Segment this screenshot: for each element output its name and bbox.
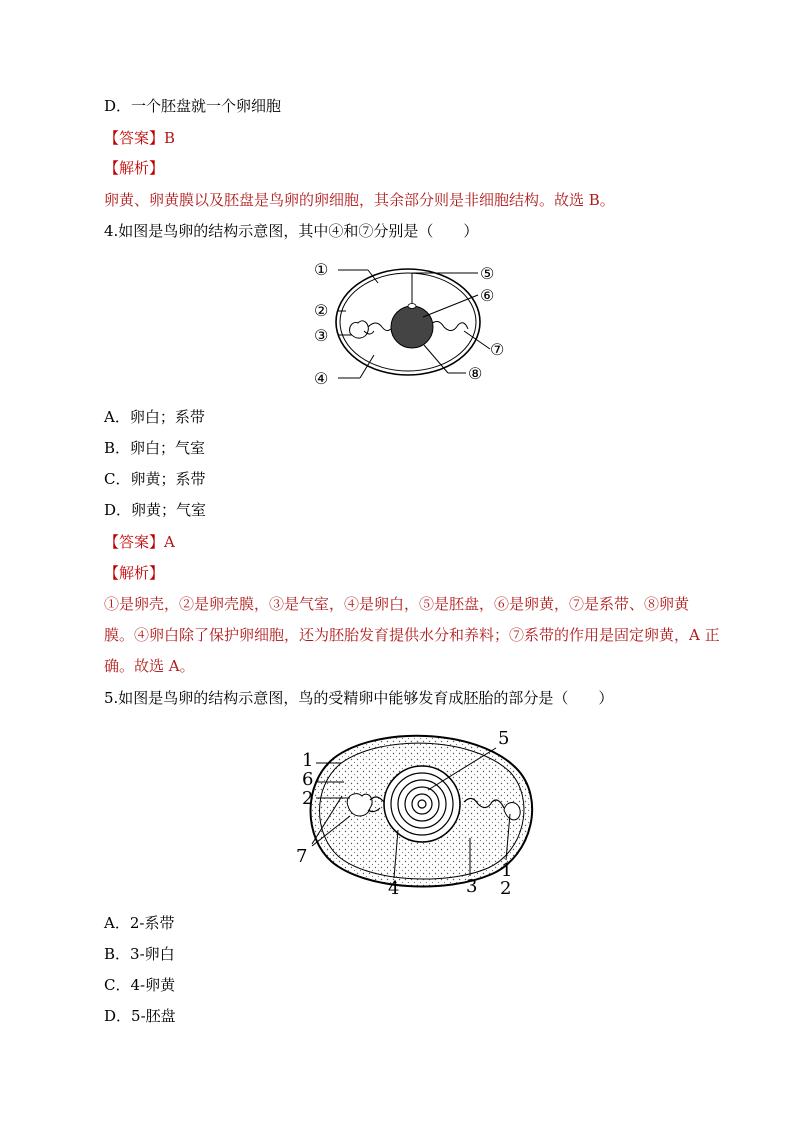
q4-analysis-line-2: 膜。④卵白除了保护卵细胞，还为胚胎发育提供水分和养料；⑦系带的作用是固定卵黄，A 正 [104, 626, 720, 644]
prev-analysis-text: 卵黄、卵黄膜以及胚盘是鸟卵的卵细胞，其余部分则是非细胞结构。故选 B。 [104, 191, 615, 209]
q4-label-1: ① [314, 260, 329, 279]
q5-option-b: B．3-卵白 [104, 945, 175, 963]
q4-label-3: ③ [314, 326, 329, 345]
q4-answer [104, 532, 175, 552]
prev-option-d: D．一个胚盘就一个卵细胞 [104, 97, 282, 115]
q5-option-a: A．2-系带 [104, 914, 175, 932]
q5-label-1: 1 [302, 750, 314, 771]
q4-label-5: ⑤ [480, 264, 495, 283]
q4-stem: 4.如图是鸟卵的结构示意图，其中④和⑦分别是（ ） [104, 222, 479, 240]
q4-option-d: D．卵黄；气室 [104, 501, 207, 519]
q5-option-c: C．4-卵黄 [104, 976, 176, 994]
answer-label: 【答案】 [104, 129, 165, 147]
q4-analysis-line-1: ①是卵壳，②是卵壳膜，③是气室，④是卵白，⑤是胚盘，⑥是卵黄，⑦是系带、⑧卵黄 [104, 595, 690, 613]
q5-label-2: 2 [302, 788, 314, 809]
q5-label-4: 4 [388, 878, 400, 898]
q4-label-8: ⑧ [468, 364, 483, 383]
q5-label-5: 5 [498, 728, 510, 749]
answer-value: A [164, 533, 175, 551]
prev-analysis-label: 【解析】 [104, 159, 165, 177]
q5-egg-diagram [296, 728, 542, 898]
q4-air-chamber [350, 321, 369, 338]
prev-answer [104, 128, 175, 148]
q4-germinal-disc [408, 304, 416, 309]
q4-label-6: ⑥ [480, 286, 495, 305]
q4-analysis-line-3: 确。故选 A。 [104, 657, 195, 675]
q4-label-7: ⑦ [490, 340, 505, 359]
q5-label-1b: 1 [501, 860, 513, 881]
q5-label-7: 7 [296, 846, 308, 867]
q4-egg-diagram [308, 255, 508, 391]
q4-option-c: C．卵黄；系带 [104, 470, 206, 488]
answer-label: 【答案】 [104, 533, 165, 551]
q5-label-3: 3 [466, 876, 478, 897]
answer-value: B [164, 129, 176, 147]
q4-label-4: ④ [314, 369, 329, 388]
q4-option-b: B．卵白；气室 [104, 439, 206, 457]
q5-option-d: D．5-胚盘 [104, 1007, 176, 1025]
q4-yolk [391, 306, 433, 348]
q4-option-a: A．卵白；系带 [104, 408, 205, 426]
q5-label-6: 6 [302, 769, 314, 790]
q5-stem: 5.如图是鸟卵的结构示意图，鸟的受精卵中能够发育成胚胎的部分是（ ） [104, 689, 614, 707]
q4-label-2: ② [314, 301, 329, 320]
q5-label-2b: 2 [500, 878, 512, 898]
q4-analysis-label: 【解析】 [104, 564, 165, 582]
